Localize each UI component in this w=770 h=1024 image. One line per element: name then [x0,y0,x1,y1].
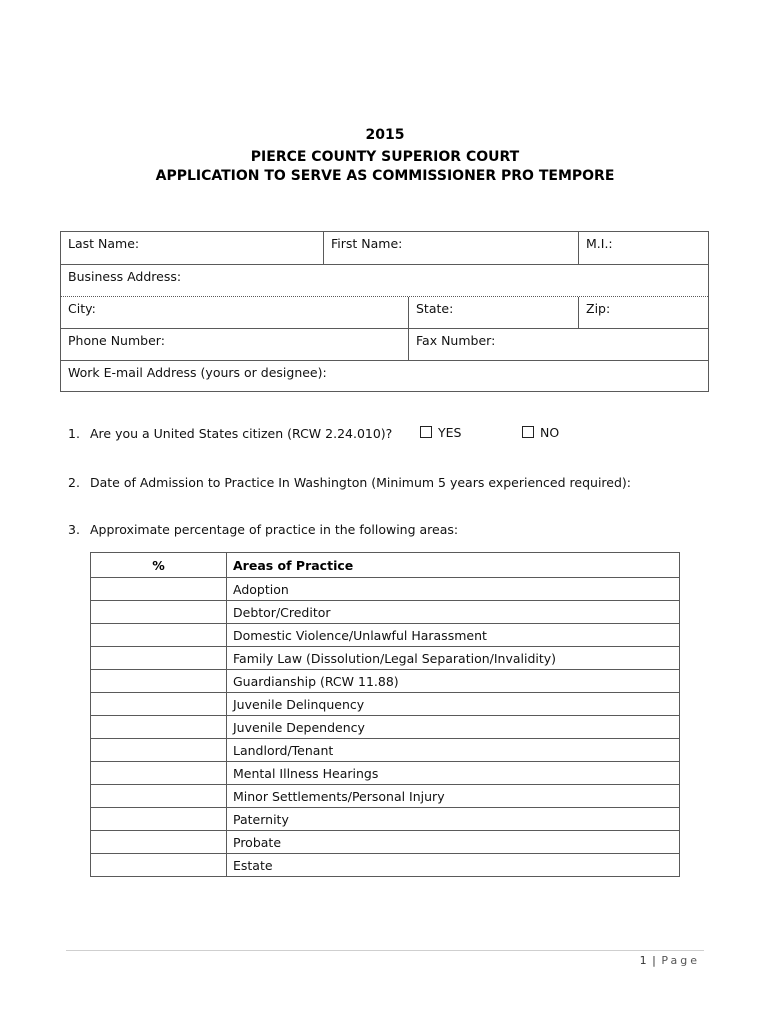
checkbox-icon [420,426,432,438]
practice-area: Probate [227,831,680,854]
email-field[interactable]: Work E-mail Address (yours or designee): [68,365,327,380]
question-number: 3. [68,522,80,537]
table-row [91,647,680,670]
percent-input[interactable] [91,693,227,716]
percent-column-header: % [91,553,227,578]
table-row [91,785,680,808]
phone-row [61,329,708,361]
percent-input[interactable] [91,854,227,877]
phone-field[interactable]: Phone Number: [68,333,165,348]
question-text: Approximate percentage of practice in the following areas: [90,522,459,537]
citizen-no-checkbox[interactable] [522,425,559,440]
city-field[interactable]: City: [68,301,96,316]
zip-field[interactable]: Zip: [578,297,708,328]
page-footer [640,954,700,967]
question-text: Date of Admission to Practice In Washington (Minimum 5 years experienced required): [90,475,631,490]
percent-input[interactable] [91,808,227,831]
practice-area: Domestic Violence/Unlawful Harassment [227,624,680,647]
first-name-field[interactable]: First Name: [323,232,578,264]
question-citizenship [68,426,392,441]
checkbox-icon [522,426,534,438]
areas-column-header: Areas of Practice [227,553,680,578]
percent-input[interactable] [91,578,227,601]
table-row [91,808,680,831]
table-row [91,601,680,624]
practice-area: Mental Illness Hearings [227,762,680,785]
footer-divider [66,950,704,951]
practice-area: Guardianship (RCW 11.88) [227,670,680,693]
table-row [91,762,680,785]
percent-input[interactable] [91,716,227,739]
percent-input[interactable] [91,739,227,762]
business-address-row [61,265,708,297]
practice-area: Debtor/Creditor [227,601,680,624]
table-row [91,831,680,854]
table-row [91,739,680,762]
applicant-info-table [60,231,709,392]
city-row [61,297,708,329]
table-header-row [91,553,680,578]
practice-area: Juvenile Delinquency [227,693,680,716]
table-row [91,693,680,716]
question-number: 2. [68,475,80,490]
table-row [91,578,680,601]
table-row [91,624,680,647]
percent-input[interactable] [91,601,227,624]
page-number: 1 [639,954,648,967]
business-address-field[interactable]: Business Address: [68,269,182,284]
fax-field[interactable]: Fax Number: [408,329,708,360]
practice-area: Juvenile Dependency [227,716,680,739]
percent-input[interactable] [91,624,227,647]
practice-area: Landlord/Tenant [227,739,680,762]
page-label: Page [661,954,700,967]
court-name: PIERCE COUNTY SUPERIOR COURT [250,149,520,165]
table-row [91,716,680,739]
question-practice-percentage [68,522,458,537]
no-label: NO [540,425,560,440]
question-admission-date [68,475,631,490]
percent-input[interactable] [91,647,227,670]
percent-input[interactable] [91,785,227,808]
question-number: 1. [68,426,80,441]
last-name-field[interactable]: Last Name: [68,236,140,251]
practice-areas-table [90,552,680,877]
practice-area: Adoption [227,578,680,601]
page-separator: | [652,954,657,967]
question-text: Are you a United States citizen (RCW 2.24.010)? [90,426,393,441]
yes-label: YES [438,425,462,440]
citizen-yes-checkbox[interactable] [420,425,461,440]
practice-area: Paternity [227,808,680,831]
percent-input[interactable] [91,762,227,785]
practice-area: Family Law (Dissolution/Legal Separation/Invalidity) [227,647,680,670]
email-row [61,361,708,391]
table-row [91,854,680,877]
percent-input[interactable] [91,831,227,854]
practice-area: Minor Settlements/Personal Injury [227,785,680,808]
state-field[interactable]: State: [408,297,578,328]
form-title: APPLICATION TO SERVE AS COMMISSIONER PRO TEMPORE [155,168,615,184]
name-row [61,232,708,265]
middle-initial-field[interactable]: M.I.: [578,232,708,264]
practice-area: Estate [227,854,680,877]
form-year: 2015 [365,127,405,143]
table-row [91,670,680,693]
percent-input[interactable] [91,670,227,693]
